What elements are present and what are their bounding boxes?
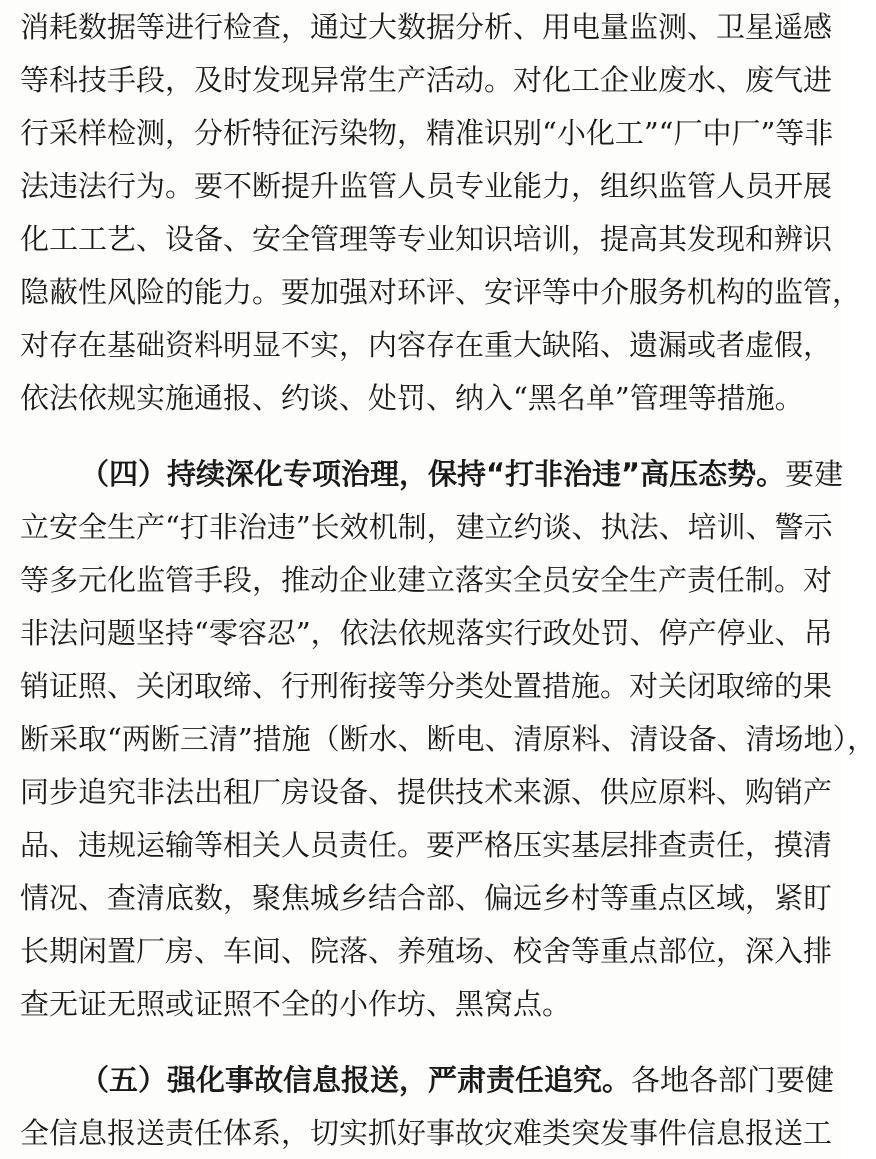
paragraph-line: 等科技手段，及时发现异常生产活动。对化工企业废水、废气进 (20, 63, 833, 97)
paragraph-line: 查无证无照或证照不全的小作坊、黑窝点。 (20, 987, 572, 1021)
paragraph-line: 情况、查清底数，聚焦城乡结合部、偏远乡村等重点区域，紧盯 (20, 881, 833, 915)
section-5-first-line-rest: 各地各部门要健 (631, 1063, 835, 1097)
paragraph-line: 等多元化监管手段，推动企业建立落实全员安全生产责任制。对 (20, 563, 833, 597)
paragraph-line: 品、违规运输等相关人员责任。要严格压实基层排查责任，摸清 (20, 828, 833, 862)
paragraph-line: 消耗数据等进行检查，通过大数据分析、用电量监测、卫星遥感 (20, 10, 833, 44)
paragraph-line: 行采样检测，分析特征污染物，精准识别“小化工”“厂中厂”等非 (20, 116, 834, 150)
section-5-first-line (80, 1057, 835, 1103)
section-4-first-line (80, 451, 844, 497)
paragraph-line: 隐蔽性风险的能力。要加强对环评、安评等中介服务机构的监管， (20, 275, 862, 309)
paragraph-line: 全信息报送责任体系，切实抓好事故灾难类突发事件信息报送工 (20, 1116, 833, 1150)
section-4-first-line-rest: 要建 (785, 457, 844, 491)
paragraph-line: 依法依规实施通报、约谈、处罚、纳入“黑名单”管理等措施。 (20, 381, 804, 415)
section-5-heading: （五）强化事故信息报送，严肃责任追究。 (80, 1063, 632, 1097)
paragraph-line: 对存在基础资料明显不实，内容存在重大缺陷、遗漏或者虚假， (20, 328, 833, 362)
paragraph-line: 非法问题坚持“零容忍”，依法依规落实行政处罚、停产停业、吊 (20, 616, 833, 650)
paragraph-line: 销证照、关闭取缔、行刑衔接等分类处置措施。对关闭取缔的果 (20, 669, 833, 703)
paragraph-line: 断采取“两断三清”措施（断水、断电、清原料、清设备、清场地）， (20, 722, 876, 756)
section-4-heading: （四）持续深化专项治理，保持“打非治违”高压态势。 (80, 457, 786, 491)
paragraph-line: 同步追究非法出租厂房设备、提供技术来源、供应原料、购销产 (20, 775, 833, 809)
paragraph-line: 立安全生产“打非治违”长效机制，建立约谈、执法、培训、警示 (20, 510, 833, 544)
paragraph-line: 长期闲置厂房、车间、院落、养殖场、校舍等重点部位，深入排 (20, 934, 833, 968)
paragraph-line: 化工工艺、设备、安全管理等专业知识培训，提高其发现和辨识 (20, 222, 833, 256)
paragraph-line: 法违法行为。要不断提升监管人员专业能力，组织监管人员开展 (20, 169, 833, 203)
